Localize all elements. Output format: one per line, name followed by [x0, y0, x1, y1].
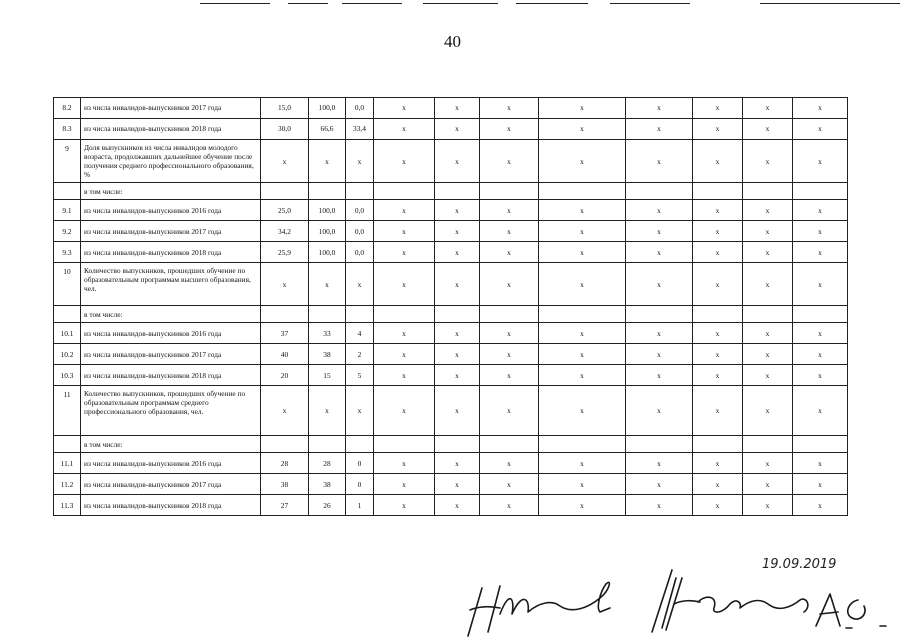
row-code: 11.1	[54, 453, 81, 474]
cross-cell: x	[743, 323, 793, 344]
value-cell-v1: 25,0	[261, 200, 309, 221]
row-code: 9.1	[54, 200, 81, 221]
value-cell-v3: x	[346, 140, 374, 183]
cross-cell: x	[626, 200, 693, 221]
value-cell-v3	[346, 183, 374, 200]
cross-cell: x	[539, 140, 626, 183]
cross-cell: x	[374, 344, 435, 365]
value-cell-v3: 33,4	[346, 119, 374, 140]
cross-cell: x	[793, 453, 848, 474]
signature-drawing	[460, 548, 900, 640]
table-row	[54, 200, 848, 221]
cross-cell: x	[374, 119, 435, 140]
row-description: Количество выпускников, прошедших обучение по образовательным программам высшего образования, чел.	[81, 263, 261, 306]
value-cell-v1: x	[261, 263, 309, 306]
cross-cell	[793, 183, 848, 200]
row-code: 11.2	[54, 474, 81, 495]
cross-cell: x	[693, 344, 743, 365]
cross-cell: x	[693, 495, 743, 516]
table-row	[54, 98, 848, 119]
value-cell-v3: 0,0	[346, 98, 374, 119]
value-cell-v3: 0,0	[346, 221, 374, 242]
cross-cell: x	[793, 474, 848, 495]
cross-cell: x	[626, 495, 693, 516]
table-row	[54, 140, 848, 183]
cross-cell: x	[374, 495, 435, 516]
cross-cell	[743, 306, 793, 323]
cross-cell	[480, 306, 539, 323]
cross-cell: x	[693, 453, 743, 474]
row-code	[54, 183, 81, 200]
table-row	[54, 323, 848, 344]
table-row	[54, 474, 848, 495]
cross-cell: x	[626, 365, 693, 386]
table-row	[54, 386, 848, 436]
value-cell-v1: 34,2	[261, 221, 309, 242]
row-code	[54, 436, 81, 453]
cross-cell: x	[626, 344, 693, 365]
value-cell-v2: x	[309, 386, 346, 436]
cross-cell: x	[435, 221, 480, 242]
value-cell-v1	[261, 306, 309, 323]
value-cell-v3	[346, 306, 374, 323]
cross-cell: x	[626, 119, 693, 140]
value-cell-v2: 38	[309, 474, 346, 495]
cross-cell: x	[743, 365, 793, 386]
cross-cell: x	[793, 263, 848, 306]
row-description: из числа инвалидов-выпускников 2018 года	[81, 242, 261, 263]
cross-cell: x	[435, 453, 480, 474]
cross-cell: x	[374, 474, 435, 495]
cross-cell: x	[374, 140, 435, 183]
table-row	[54, 453, 848, 474]
value-cell-v2: 33	[309, 323, 346, 344]
row-code: 8.2	[54, 98, 81, 119]
value-cell-v1: 28	[261, 453, 309, 474]
cross-cell	[539, 183, 626, 200]
cross-cell: x	[480, 200, 539, 221]
cross-cell: x	[743, 263, 793, 306]
cross-cell: x	[743, 242, 793, 263]
cross-cell: x	[693, 119, 743, 140]
cross-cell: x	[693, 386, 743, 436]
value-cell-v3: 1	[346, 495, 374, 516]
value-cell-v2	[309, 436, 346, 453]
cross-cell: x	[793, 242, 848, 263]
row-description: из числа инвалидов-выпускников 2017 года	[81, 474, 261, 495]
table-row	[54, 495, 848, 516]
cross-cell: x	[626, 323, 693, 344]
cross-cell: x	[374, 98, 435, 119]
value-cell-v3: 5	[346, 365, 374, 386]
cross-cell: x	[374, 242, 435, 263]
value-cell-v2: 28	[309, 453, 346, 474]
top-rules	[0, 0, 905, 8]
cross-cell: x	[743, 344, 793, 365]
cross-cell: x	[793, 323, 848, 344]
cross-cell	[793, 306, 848, 323]
cross-cell: x	[743, 140, 793, 183]
cross-cell: x	[693, 98, 743, 119]
row-description: из числа инвалидов-выпускников 2018 года	[81, 119, 261, 140]
cross-cell: x	[480, 98, 539, 119]
table-row	[54, 344, 848, 365]
row-description: из числа инвалидов-выпускников 2017 года	[81, 344, 261, 365]
cross-cell: x	[743, 119, 793, 140]
cross-cell: x	[693, 140, 743, 183]
value-cell-v2	[309, 183, 346, 200]
cross-cell: x	[435, 495, 480, 516]
cross-cell: x	[693, 365, 743, 386]
cross-cell: x	[626, 140, 693, 183]
value-cell-v1: 40	[261, 344, 309, 365]
cross-cell: x	[539, 119, 626, 140]
cross-cell: x	[693, 323, 743, 344]
cross-cell: x	[539, 386, 626, 436]
row-code: 9.2	[54, 221, 81, 242]
value-cell-v2: 100,0	[309, 242, 346, 263]
value-cell-v3: 0	[346, 453, 374, 474]
cross-cell: x	[539, 221, 626, 242]
cross-cell	[626, 183, 693, 200]
cross-cell	[435, 183, 480, 200]
value-cell-v2: 66,6	[309, 119, 346, 140]
cross-cell	[435, 436, 480, 453]
cross-cell: x	[480, 344, 539, 365]
value-cell-v3: x	[346, 386, 374, 436]
cross-cell: x	[374, 263, 435, 306]
value-cell-v2: 26	[309, 495, 346, 516]
cross-cell: x	[793, 98, 848, 119]
cross-cell: x	[480, 453, 539, 474]
cross-cell	[539, 436, 626, 453]
value-cell-v2: x	[309, 263, 346, 306]
cross-cell: x	[480, 140, 539, 183]
cross-cell	[539, 306, 626, 323]
cross-cell: x	[374, 200, 435, 221]
value-cell-v3	[346, 436, 374, 453]
row-code	[54, 306, 81, 323]
row-code: 8.3	[54, 119, 81, 140]
table-row	[54, 263, 848, 306]
cross-cell: x	[435, 98, 480, 119]
cross-cell: x	[480, 386, 539, 436]
cross-cell: x	[743, 453, 793, 474]
row-description: Количество выпускников, прошедших обучение по образовательным программам среднего профессионального образования, чел.	[81, 386, 261, 436]
cross-cell	[626, 436, 693, 453]
cross-cell: x	[374, 221, 435, 242]
row-code: 9	[54, 140, 81, 183]
value-cell-v2	[309, 306, 346, 323]
handwritten-date: 19.09.2019	[762, 557, 837, 572]
cross-cell: x	[374, 323, 435, 344]
cross-cell: x	[743, 200, 793, 221]
cross-cell: x	[435, 140, 480, 183]
value-cell-v2: x	[309, 140, 346, 183]
cross-cell: x	[435, 242, 480, 263]
row-code: 11.3	[54, 495, 81, 516]
value-cell-v3: 0,0	[346, 200, 374, 221]
value-cell-v1	[261, 436, 309, 453]
row-description: в том числе:	[81, 306, 261, 323]
cross-cell: x	[480, 495, 539, 516]
cross-cell: x	[793, 495, 848, 516]
cross-cell: x	[626, 453, 693, 474]
cross-cell: x	[480, 323, 539, 344]
cross-cell: x	[539, 242, 626, 263]
value-cell-v3: 2	[346, 344, 374, 365]
cross-cell: x	[435, 474, 480, 495]
value-cell-v1: 37	[261, 323, 309, 344]
cross-cell: x	[539, 453, 626, 474]
cross-cell: x	[480, 365, 539, 386]
value-cell-v1: x	[261, 140, 309, 183]
cross-cell: x	[539, 495, 626, 516]
value-cell-v3: 0,0	[346, 242, 374, 263]
cross-cell	[435, 306, 480, 323]
cross-cell: x	[435, 263, 480, 306]
cross-cell	[374, 306, 435, 323]
cross-cell: x	[626, 386, 693, 436]
value-cell-v3: 0	[346, 474, 374, 495]
handwritten-signature	[460, 548, 900, 640]
table-row	[54, 306, 848, 323]
cross-cell: x	[743, 98, 793, 119]
cross-cell: x	[793, 344, 848, 365]
value-cell-v1: 30,0	[261, 119, 309, 140]
cross-cell: x	[539, 365, 626, 386]
cross-cell: x	[626, 242, 693, 263]
table-row	[54, 119, 848, 140]
cross-cell	[693, 306, 743, 323]
value-cell-v1: 15,0	[261, 98, 309, 119]
value-cell-v2: 100,0	[309, 221, 346, 242]
cross-cell: x	[480, 242, 539, 263]
cross-cell: x	[539, 344, 626, 365]
cross-cell: x	[435, 119, 480, 140]
row-code: 10	[54, 263, 81, 306]
cross-cell: x	[480, 263, 539, 306]
cross-cell	[743, 183, 793, 200]
row-description: из числа инвалидов-выпускников 2017 года	[81, 221, 261, 242]
cross-cell: x	[480, 221, 539, 242]
cross-cell: x	[374, 365, 435, 386]
row-code: 10.2	[54, 344, 81, 365]
row-description: из числа инвалидов-выпускников 2018 года	[81, 495, 261, 516]
data-table	[53, 97, 848, 516]
cross-cell: x	[793, 119, 848, 140]
row-code: 11	[54, 386, 81, 436]
row-description: из числа инвалидов-выпускников 2018 года	[81, 365, 261, 386]
row-description: из числа инвалидов-выпускников 2016 года	[81, 323, 261, 344]
value-cell-v1: 38	[261, 474, 309, 495]
cross-cell	[374, 436, 435, 453]
cross-cell: x	[743, 495, 793, 516]
cross-cell: x	[435, 344, 480, 365]
cross-cell: x	[539, 263, 626, 306]
value-cell-v1: 25,9	[261, 242, 309, 263]
cross-cell: x	[539, 474, 626, 495]
cross-cell: x	[480, 119, 539, 140]
cross-cell	[693, 436, 743, 453]
cross-cell: x	[743, 386, 793, 436]
cross-cell: x	[435, 200, 480, 221]
value-cell-v1: 20	[261, 365, 309, 386]
cross-cell: x	[743, 474, 793, 495]
cross-cell: x	[693, 200, 743, 221]
table-row	[54, 221, 848, 242]
value-cell-v3: 4	[346, 323, 374, 344]
cross-cell: x	[626, 474, 693, 495]
row-description: в том числе:	[81, 183, 261, 200]
table-row	[54, 436, 848, 453]
cross-cell: x	[693, 263, 743, 306]
page-number: 40	[444, 32, 461, 51]
cross-cell: x	[374, 453, 435, 474]
row-description: из числа инвалидов-выпускников 2017 года	[81, 98, 261, 119]
value-cell-v1	[261, 183, 309, 200]
cross-cell: x	[693, 242, 743, 263]
cross-cell	[693, 183, 743, 200]
value-cell-v2: 100,0	[309, 98, 346, 119]
value-cell-v1: 27	[261, 495, 309, 516]
value-cell-v2: 100,0	[309, 200, 346, 221]
table-row	[54, 242, 848, 263]
table-row	[54, 183, 848, 200]
row-description: из числа инвалидов-выпускников 2016 года	[81, 200, 261, 221]
row-code: 9.3	[54, 242, 81, 263]
cross-cell	[626, 306, 693, 323]
cross-cell: x	[693, 221, 743, 242]
row-code: 10.1	[54, 323, 81, 344]
value-cell-v2: 38	[309, 344, 346, 365]
cross-cell: x	[626, 98, 693, 119]
cross-cell: x	[480, 474, 539, 495]
cross-cell: x	[793, 140, 848, 183]
cross-cell: x	[793, 200, 848, 221]
cross-cell: x	[435, 323, 480, 344]
cross-cell: x	[793, 365, 848, 386]
row-description: в том числе:	[81, 436, 261, 453]
value-cell-v2: 15	[309, 365, 346, 386]
cross-cell: x	[539, 98, 626, 119]
cross-cell	[480, 436, 539, 453]
cross-cell: x	[435, 365, 480, 386]
cross-cell: x	[793, 221, 848, 242]
table-row	[54, 365, 848, 386]
cross-cell: x	[626, 221, 693, 242]
cross-cell: x	[743, 221, 793, 242]
row-description: из числа инвалидов-выпускников 2016 года	[81, 453, 261, 474]
cross-cell	[743, 436, 793, 453]
cross-cell: x	[435, 386, 480, 436]
cross-cell	[480, 183, 539, 200]
row-description: Доля выпускников из числа инвалидов молодого возраста, продолжавших дальнейшее обучение после получения среднего профессионального образования, %	[81, 140, 261, 183]
cross-cell: x	[539, 200, 626, 221]
cross-cell: x	[693, 474, 743, 495]
cross-cell	[793, 436, 848, 453]
cross-cell	[374, 183, 435, 200]
value-cell-v3: x	[346, 263, 374, 306]
cross-cell: x	[374, 386, 435, 436]
cross-cell: x	[539, 323, 626, 344]
cross-cell: x	[626, 263, 693, 306]
value-cell-v1: x	[261, 386, 309, 436]
cross-cell: x	[793, 386, 848, 436]
row-code: 10.3	[54, 365, 81, 386]
